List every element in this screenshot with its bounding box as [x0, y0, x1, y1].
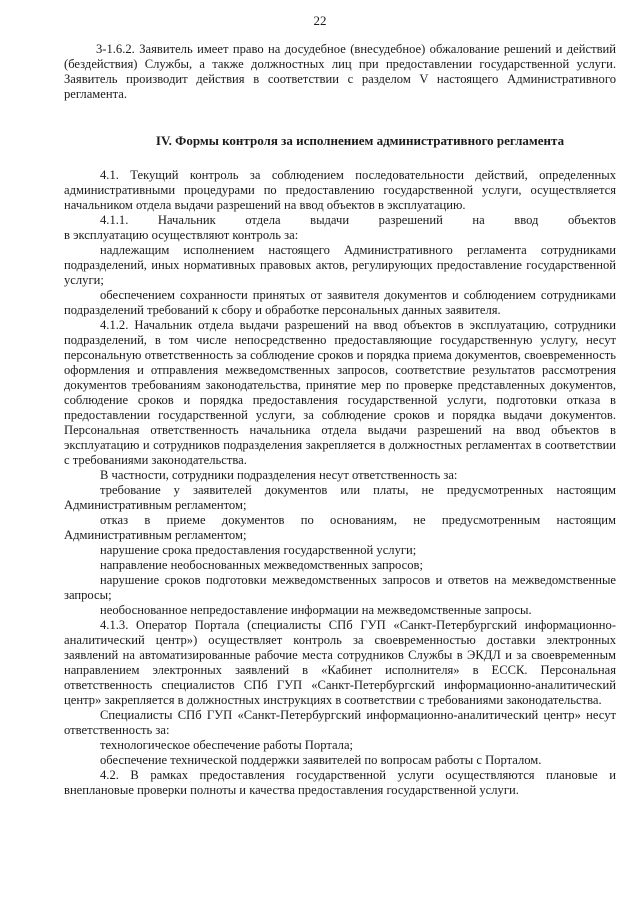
specialists-item-1: технологическое обеспечение работы Портала;	[100, 738, 354, 752]
document-body	[64, 42, 616, 798]
responsibility-item-3: нарушение срока предоставления государственной услуги;	[100, 543, 417, 557]
section-heading: IV. Формы контроля за исполнением административного регламента	[155, 133, 565, 148]
paragraph-4-1-1-line2: в эксплуатацию осуществляют контроль за:	[64, 228, 299, 242]
responsibility-item-4: направление необоснованных межведомственных запросов;	[100, 558, 423, 572]
paragraph-specialists: Специалисты СПб ГУП «Санкт-Петербургский информационно-аналитический центр» несут ответственность за:	[64, 708, 616, 737]
responsibility-item-6: необоснованное непредоставление информации на межведомственные запросы.	[100, 603, 532, 617]
control-item-2: обеспечением сохранности принятых от заявителя документов и соблюдением сотрудниками подразделений требований к сбору и обработке персональных данных заявителя.	[64, 288, 616, 317]
responsibility-item-1: требование у заявителей документов или платы, не предусмотренных настоящим Административным регламентом;	[64, 483, 616, 512]
paragraph-4-1-2: 4.1.2. Начальник отдела выдачи разрешений на ввод объектов в эксплуатацию, сотрудники подразделений, в том числе непосредственно предоставляющие государственную услугу, несут персональную ответственность за соблюдение сроков и порядка приема документов, своевременность оформления и отправления межведомственных запросов, соответствие результатов рассмотрения документов требованиям законодательства, принятие мер по проверке представленных документов, соблюдение сроков и порядка предоставления государственной услуги, подготовки отказа в предоставлении государственной услуги, за соблюдение сроков и порядка выдачи документов. Персональная ответственность начальника отдела выдачи разрешений на ввод объектов в эксплуатацию и сотрудников подразделения закрепляется в должностных регламентах в соответствии с требованиями законодательства.	[64, 318, 616, 467]
specialists-item-2: обеспечение технической поддержки заявителей по вопросам работы с Порталом.	[100, 753, 542, 767]
paragraph-4-2: 4.2. В рамках предоставления государственной услуги осуществляются плановые и внеплановые проверки полноты и качества предоставления государственной услуги.	[64, 768, 616, 797]
paragraph-3-1-6-2: 3-1.6.2. Заявитель имеет право на досудебное (внесудебное) обжалование решений и действий (бездействия) Службы, а также должностных лиц при предоставлении государственной услуги. Заявитель производит действия в соответствии с разделом V настоящего Административного регламента.	[64, 42, 616, 101]
paragraph-4-1-3: 4.1.3. Оператор Портала (специалисты СПб ГУП «Санкт-Петербургский информационно-аналитический центр») осуществляет контроль за своевременностью доставки электронных заявлений на автоматизированные рабочие места сотрудников Службы в ЭКДЛ и за своевременным направлением электронных заявлений в «Кабинет исполнителя» в ЕССК. Персональная ответственность специалистов СПб ГУП «Санкт-Петербургский информационно-аналитический центр» закрепляется в должностных инструкциях в соответствии с требованиями законодательства.	[64, 618, 616, 707]
paragraph-4-1: 4.1. Текущий контроль за соблюдением последовательности действий, определенных административными процедурами по предоставлению государственной услуги, осуществляется начальником отдела выдачи разрешений на ввод объектов в эксплуатацию.	[64, 168, 616, 212]
responsibility-item-2: отказ в приеме документов по основаниям, не предусмотренным настоящим Административным регламентом;	[64, 513, 616, 542]
control-item-1: надлежащим исполнением настоящего Административного регламента сотрудниками подразделений, иных нормативных правовых актов, регулирующих предоставление государственной услуги;	[64, 243, 616, 287]
paragraph-4-1-1-line1: 4.1.1. Начальник отдела выдачи разрешений на ввод объектов	[100, 213, 616, 227]
paragraph-in-particular: В частности, сотрудники подразделения несут ответственность за:	[100, 468, 458, 482]
responsibility-item-5: нарушение сроков подготовки межведомственных запросов и ответов на межведомственные запросы;	[64, 573, 616, 602]
page-number: 22	[313, 13, 327, 28]
